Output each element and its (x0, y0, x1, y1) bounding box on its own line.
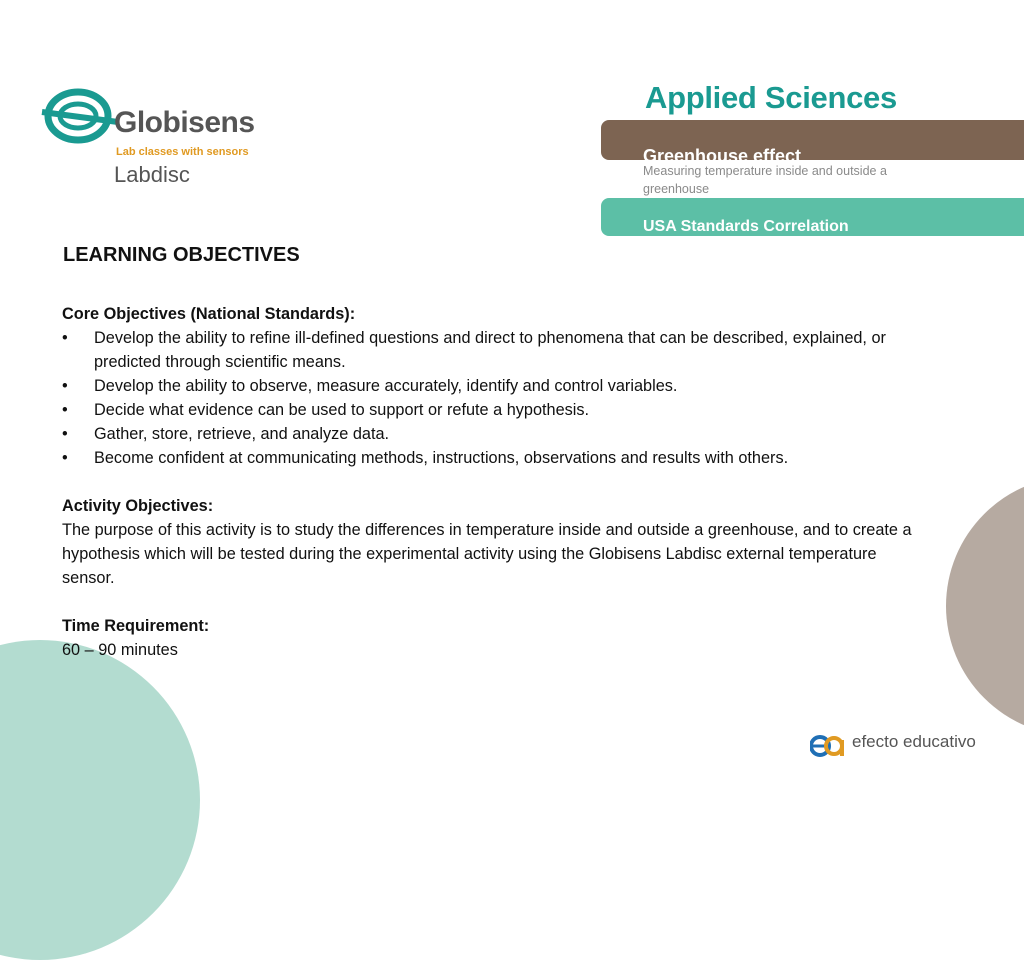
globe-icon (40, 84, 120, 154)
globisens-logo (40, 84, 280, 194)
section-title: LEARNING OBJECTIVES (63, 244, 300, 266)
category-title: Applied Sciences (645, 80, 897, 115)
list-item: • Become confident at communicating methods, instructions, observations and results with others. (62, 446, 922, 470)
logo-wordmark: Globisens (114, 106, 255, 139)
lesson-title: Greenhouse effect (643, 146, 802, 166)
ea-logo-icon (810, 730, 844, 758)
core-objectives-heading: Core Objectives (National Standards): (62, 305, 356, 323)
objectives-content (62, 302, 922, 662)
time-requirement-heading: Time Requirement: (62, 617, 210, 635)
standards-title: USA Standards Correlation (643, 218, 849, 235)
list-item: • Develop the ability to refine ill-defined questions and direct to phenomena that can be described, explained, or predicted through scientific means. (62, 326, 922, 374)
activity-objectives-heading: Activity Objectives: (62, 497, 214, 515)
footer-brand: efecto educativo (852, 732, 976, 751)
decorative-circle-right (946, 476, 1024, 736)
list-item: • Decide what evidence can be used to support or refute a hypothesis. (62, 398, 922, 422)
activity-objectives-text: The purpose of this activity is to study the differences in temperature inside and outside a greenhouse, and to create a hypothesis which will be tested during the experimental activity using the Globisens Labdisc external temperature sensor. (62, 521, 912, 587)
lesson-subtitle: Measuring temperature inside and outside a greenhouse (643, 164, 887, 196)
list-item: • Develop the ability to observe, measure accurately, identify and control variables. (62, 374, 922, 398)
core-objectives-list (62, 326, 922, 470)
decorative-circle-left (0, 640, 200, 960)
time-requirement-value: 60 – 90 minutes (62, 641, 178, 659)
logo-tagline: Lab classes with sensors (116, 146, 249, 158)
list-item: • Gather, store, retrieve, and analyze data. (62, 422, 922, 446)
logo-product: Labdisc (114, 162, 190, 187)
